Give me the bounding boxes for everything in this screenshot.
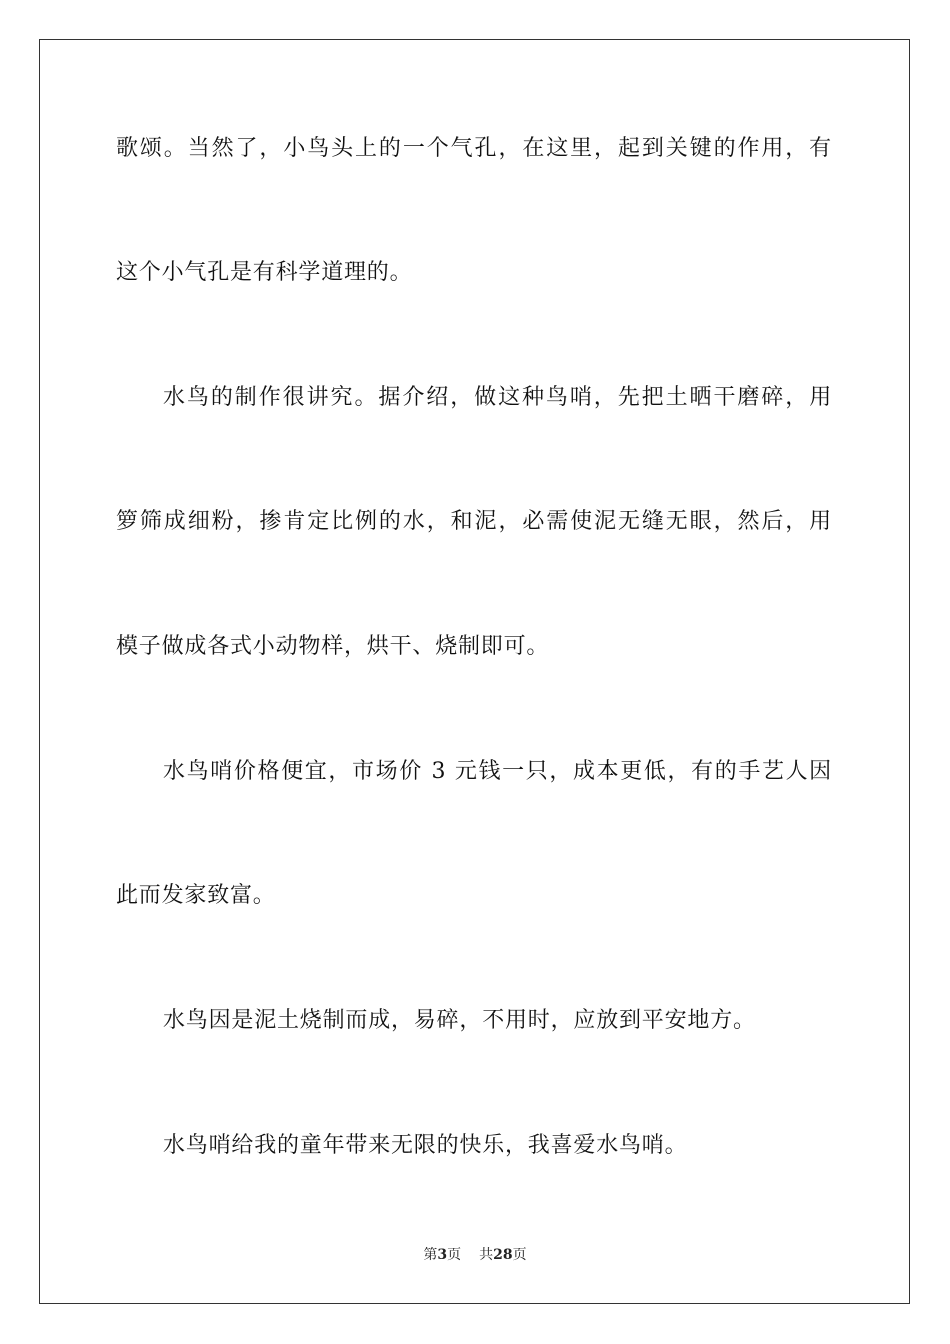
paragraph-line-3: 水鸟的制作很讲究。据介绍，做这种鸟哨，先把土晒干磨碎，用 [163,385,832,410]
total-suffix: 页 [512,1247,527,1263]
page-number: 3 [437,1247,448,1263]
paragraph-line-8: 水鸟因是泥土烧制而成，易碎，不用时，应放到平安地方。 [163,1008,756,1033]
paragraph-line-1: 歌颂。当然了，小鸟头上的一个气孔，在这里，起到关键的作用，有 [116,136,832,161]
total-prefix: 共 [479,1247,494,1263]
page-footer [0,1245,950,1265]
paragraph-line-4: 箩筛成细粉，掺肯定比例的水，和泥，必需使泥无缝无眼，然后，用 [116,509,832,534]
page-prefix: 第 [423,1247,438,1263]
paragraph-line-9: 水鸟哨给我的童年带来无限的快乐，我喜爱水鸟哨。 [163,1133,688,1158]
page-suffix: 页 [447,1247,462,1263]
page-border [39,39,910,1304]
paragraph-line-2: 这个小气孔是有科学道理的。 [116,260,413,285]
total-pages: 28 [493,1247,513,1263]
paragraph-line-7: 此而发家致富。 [116,883,276,908]
paragraph-line-5: 模子做成各式小动物样，烘干、烧制即可。 [116,634,550,659]
paragraph-line-6: 水鸟哨价格便宜，市场价 3 元钱一只，成本更低，有的手艺人因 [163,759,832,784]
